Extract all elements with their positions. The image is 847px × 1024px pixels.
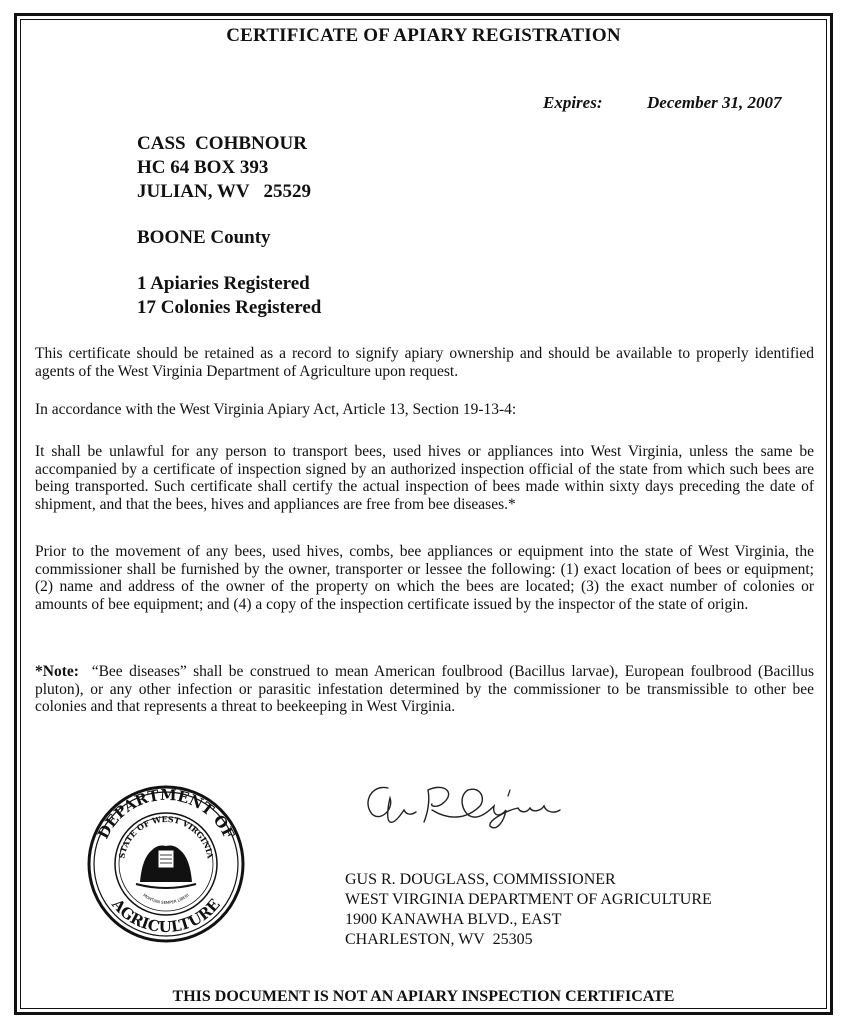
note-text: “Bee diseases” shall be construed to mean American foulbrood (Bacillus larvae), European foulbrood (Bacillus pluton), or any other infection or parasitic infestation determined by the commissioner to be transmissible to other bee colonies and that represents a threat to beekeeping in West Virginia. [35,663,818,715]
seal-inner-text: STATE OF WEST VIRGINIA [116,813,216,860]
apiary-act-reference: In accordance with the West Virginia Apiary Act, Article 13, Section 19-13-4: [35,401,517,418]
commissioner-name: GUS R. DOUGLASS, COMMISSIONER [345,871,616,888]
owner-name: CASS COHBNOUR [137,133,307,154]
note-label: *Note: [35,663,79,680]
street-address: 1900 KANAWHA BLVD., EAST [345,911,562,928]
department-name: WEST VIRGINIA DEPARTMENT OF AGRICULTURE [345,891,712,908]
expires-label: Expires: [543,93,603,112]
note-paragraph [35,663,818,716]
seal-motto: MONTANI SEMPER LIBERI [142,892,190,906]
department-seal [86,784,246,944]
commissioner-signature [358,776,588,836]
address-line-2: JULIAN, WV 25529 [137,181,312,202]
seal-top-text: DEPARTMENT OF [93,785,239,842]
seal-bottom-text: AGRICULTURE [108,895,224,937]
city-address: CHARLESTON, WV 25305 [345,931,533,948]
expires-date: December 31, 2007 [647,93,782,112]
apiaries-registered: 1 Apiaries Registered [137,273,310,294]
retention-paragraph: This certificate should be retained as a record to signify apiary ownership and should be available to properly identified agents of the West Virginia Department of Agriculture upon request. [35,345,814,380]
colonies-registered: 17 Colonies Registered [137,297,322,318]
county: BOONE County [137,227,271,248]
footer-notice: THIS DOCUMENT IS NOT AN APIARY INSPECTION CERTIFICATE [172,988,675,1005]
address-line-1: HC 64 BOX 393 [137,157,269,178]
movement-paragraph: Prior to the movement of any bees, used hives, combs, bee appliances or equipment into the state of West Virginia, the commissioner shall be furnished by the owner, transporter or lessee the following: (1) exact location of bees or equipment; (2) name and address of the owner of the property on which the bees are located; (3) the exact number of colonies or amounts of bee equipment; and (4) a copy of the inspection certificate issued by the inspector of the state of origin. [35,543,814,613]
certificate-title: CERTIFICATE OF APIARY REGISTRATION [226,25,621,46]
transport-paragraph: It shall be unlawful for any person to transport bees, used hives or appliances into West Virginia, unless the same be accompanied by a certificate of inspection signed by an authorized inspection official of the state from which such bees are being transported. Such certificate shall certify the actual inspection of bees made within sixty days preceding the date of shipment, and that the bees, hives and appliances are free from bee diseases.* [35,443,814,513]
